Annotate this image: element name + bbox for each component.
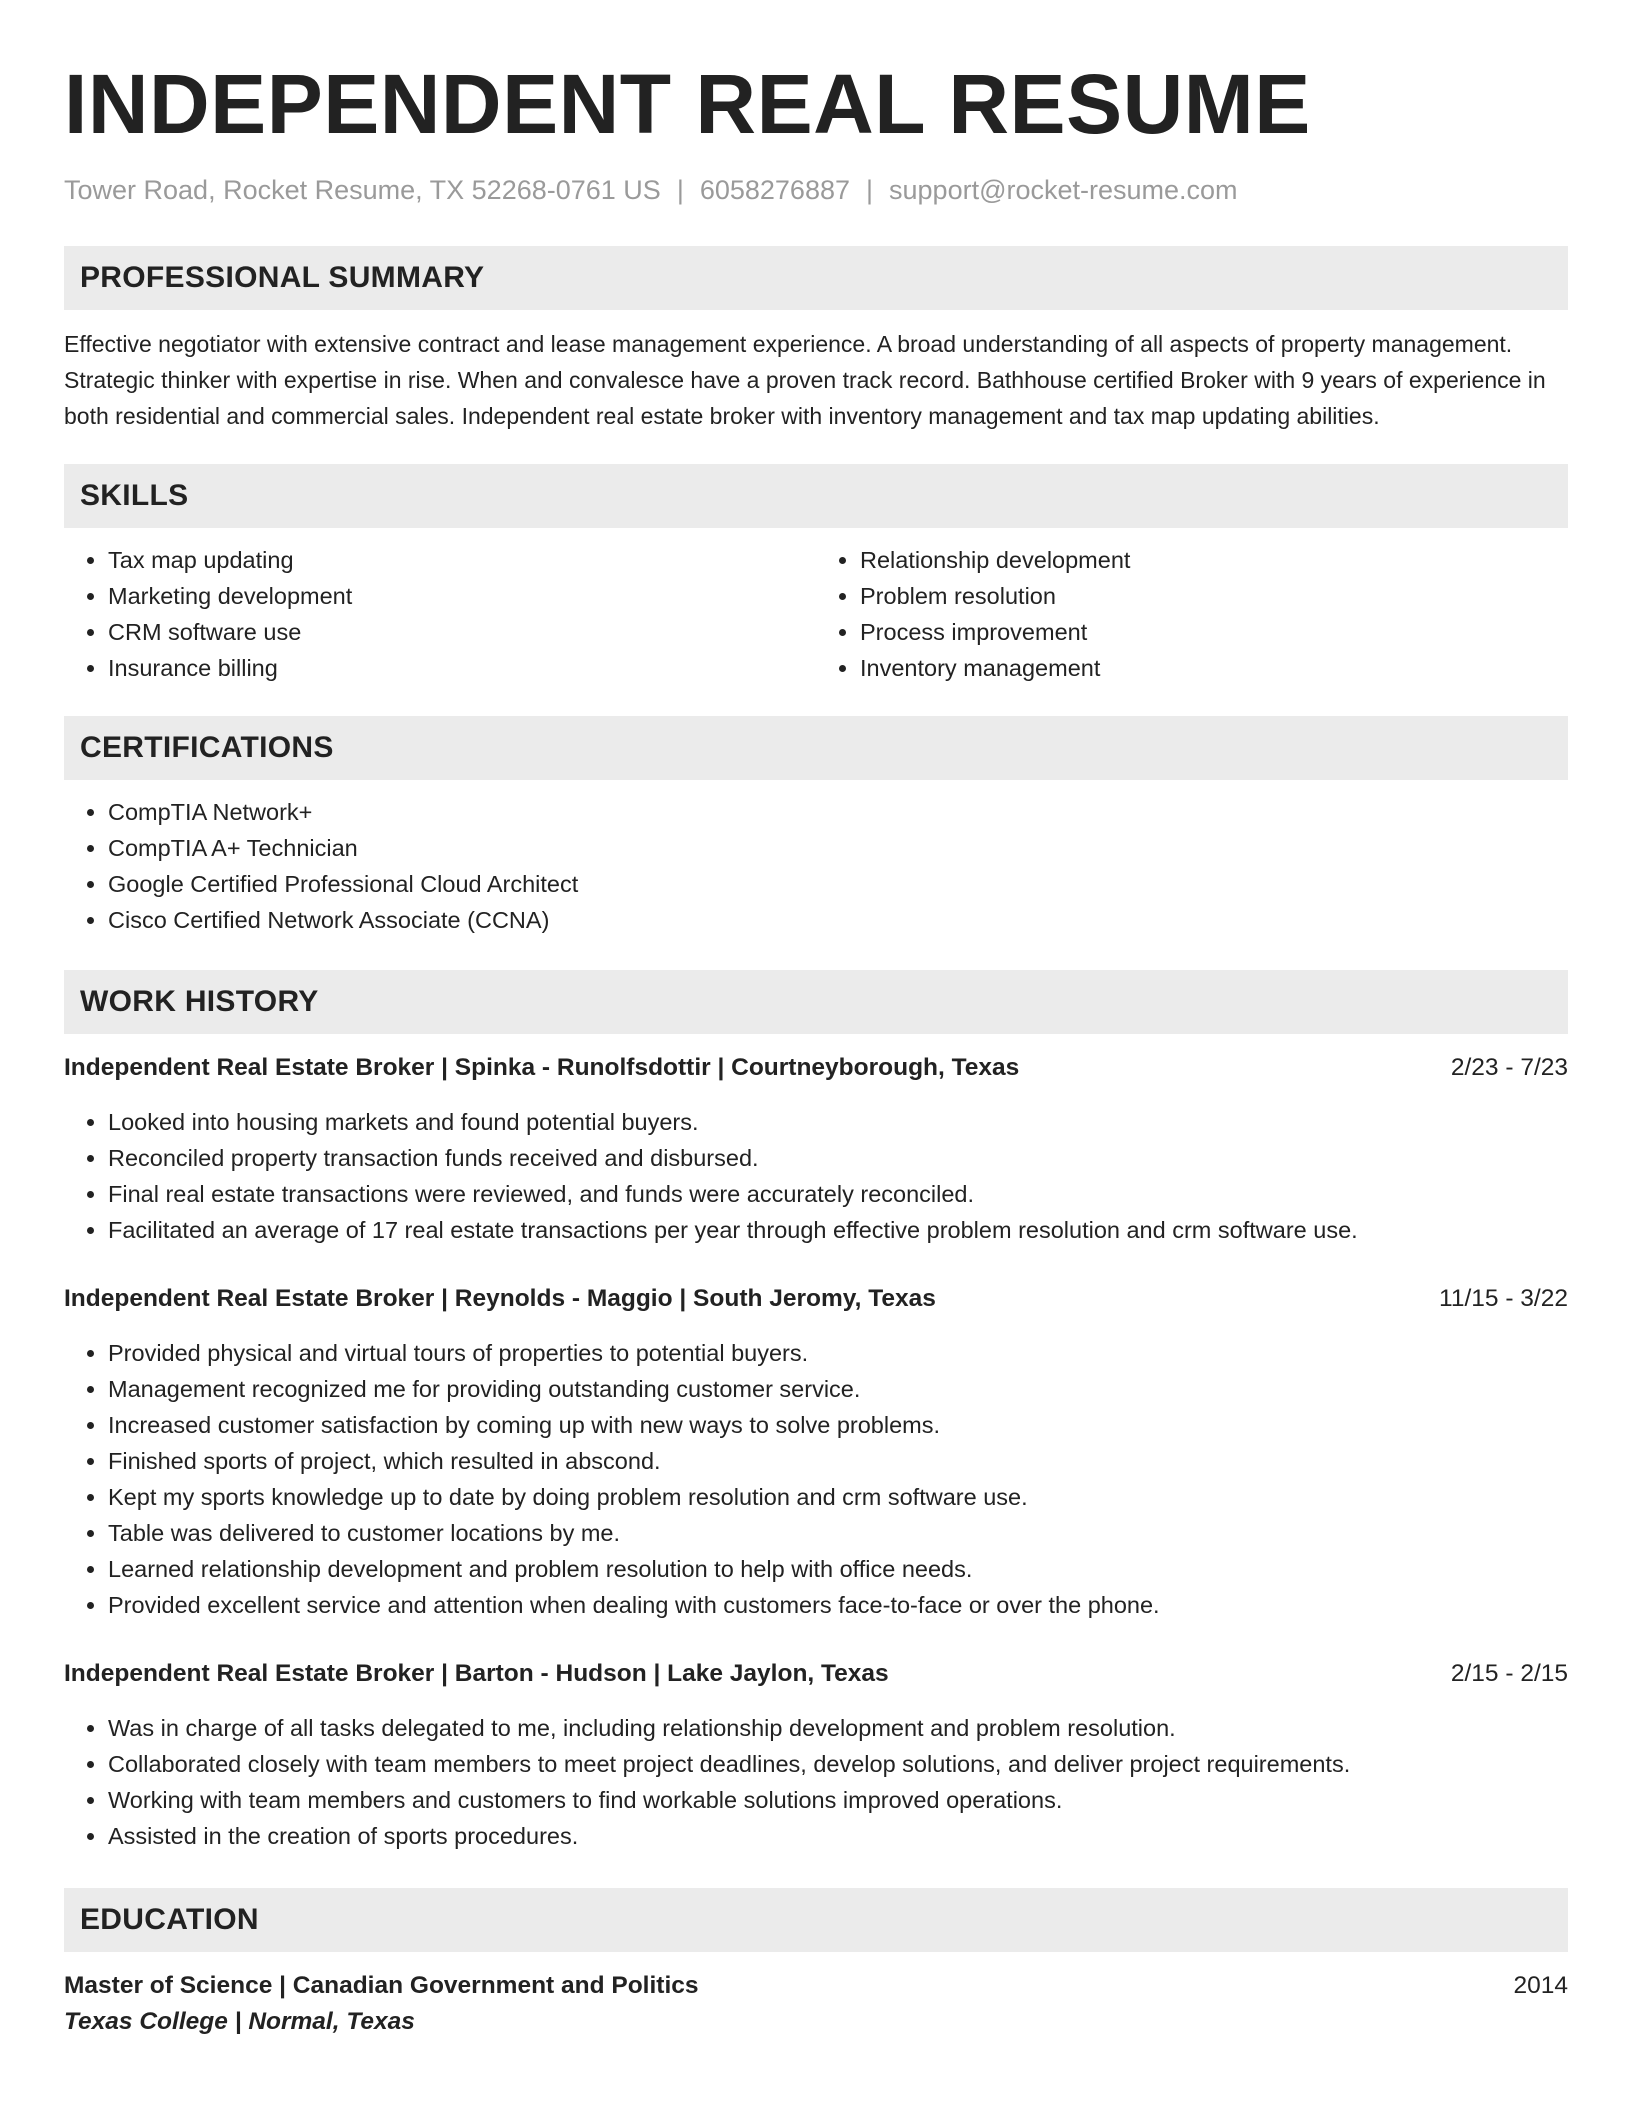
education-header — [64, 1968, 1568, 2004]
certification-item: • Google Certified Professional Cloud Architect — [108, 866, 1568, 902]
job-bullet: • Management recognized me for providing outstanding customer service. — [108, 1371, 1568, 1407]
certifications-list — [64, 794, 1568, 938]
job-bullet: • Assisted in the creation of sports procedures. — [108, 1818, 1568, 1854]
education-degree: Master of Science | Canadian Government and Politics — [64, 1972, 699, 1999]
certifications-heading: CERTIFICATIONS — [64, 716, 1568, 780]
skills-column-right — [816, 542, 1568, 686]
education-entry — [64, 1968, 1568, 2040]
job-bullet: • Table was delivered to customer locations by me. — [108, 1515, 1568, 1551]
job-bullet: • Finished sports of project, which resulted in abscond. — [108, 1443, 1568, 1479]
job-bullet: • Final real estate transactions were reviewed, and funds were accurately reconciled. — [108, 1176, 1568, 1212]
job-dates: 11/15 - 3/22 — [1439, 1285, 1568, 1312]
skill-item: • Insurance billing — [108, 650, 816, 686]
job-bullets — [64, 1104, 1568, 1248]
skills-column-left — [64, 542, 816, 686]
job-dates: 2/23 - 7/23 — [1450, 1054, 1568, 1081]
job-bullet: • Kept my sports knowledge up to date by doing problem resolution and crm software use. — [108, 1479, 1568, 1515]
contact-separator: | — [676, 175, 684, 205]
job-bullets — [64, 1710, 1568, 1854]
education-year: 2014 — [1513, 1972, 1568, 1999]
job-header — [64, 1656, 1568, 1692]
job-title: Independent Real Estate Broker | Barton - Hudson | Lake Jaylon, Texas — [64, 1660, 889, 1687]
job-bullet: • Learned relationship development and problem resolution to help with office needs. — [108, 1551, 1568, 1587]
summary-text: Effective negotiator with extensive contract and lease management experience. A broad understanding of all aspects of property management. Strategic thinker with expertise in rise. When and convalesce have a proven track record. Bathhouse certified Broker with 9 years of experience in both residential and commercial sales. Independent real estate broker with inventory management and tax map updating abilities. — [64, 331, 1546, 429]
job-entry — [64, 1050, 1568, 1248]
job-header — [64, 1281, 1568, 1317]
contact-line — [64, 172, 1568, 208]
job-title: Independent Real Estate Broker | Spinka - Runolfsdottir | Courtneyborough, Texas — [64, 1054, 1020, 1081]
skill-item: • Marketing development — [108, 578, 816, 614]
job-bullet: • Working with team members and customers to find workable solutions improved operations. — [108, 1782, 1568, 1818]
job-bullets — [64, 1335, 1568, 1623]
skill-item: • Relationship development — [860, 542, 1568, 578]
education-school: Texas College | Normal, Texas — [64, 2008, 415, 2035]
job-header — [64, 1050, 1568, 1086]
skill-item: • Problem resolution — [860, 578, 1568, 614]
skills-list — [64, 542, 1568, 686]
job-bullet: • Increased customer satisfaction by coming up with new ways to solve problems. — [108, 1407, 1568, 1443]
job-bullet: • Reconciled property transaction funds received and disbursed. — [108, 1140, 1568, 1176]
job-bullet: • Looked into housing markets and found potential buyers. — [108, 1104, 1568, 1140]
job-entry — [64, 1656, 1568, 1854]
skill-item: • Tax map updating — [108, 542, 816, 578]
contact-separator: | — [866, 175, 874, 205]
work-history-heading: WORK HISTORY — [64, 970, 1568, 1034]
skill-item: • CRM software use — [108, 614, 816, 650]
job-bullet: • Provided physical and virtual tours of properties to potential buyers. — [108, 1335, 1568, 1371]
contact-email: support@rocket-resume.com — [889, 175, 1238, 205]
job-dates: 2/15 - 2/15 — [1450, 1660, 1568, 1687]
resume-name: INDEPENDENT REAL RESUME — [64, 57, 1311, 151]
skill-item: • Inventory management — [860, 650, 1568, 686]
job-bullet: • Facilitated an average of 17 real estate transactions per year through effective problem resolution and crm software use. — [108, 1212, 1568, 1248]
job-bullet: • Collaborated closely with team members to meet project deadlines, develop solutions, and deliver project requirements. — [108, 1746, 1568, 1782]
skill-item: • Process improvement — [860, 614, 1568, 650]
certification-item: • CompTIA A+ Technician — [108, 830, 1568, 866]
job-entry — [64, 1281, 1568, 1623]
contact-phone: 6058276887 — [699, 175, 850, 205]
summary-heading: PROFESSIONAL SUMMARY — [64, 246, 1568, 310]
skills-heading: SKILLS — [64, 464, 1568, 528]
certification-item: • CompTIA Network+ — [108, 794, 1568, 830]
job-bullet: • Provided excellent service and attention when dealing with customers face-to-face or over the phone. — [108, 1587, 1568, 1623]
job-title: Independent Real Estate Broker | Reynolds - Maggio | South Jeromy, Texas — [64, 1285, 936, 1312]
certification-item: • Cisco Certified Network Associate (CCNA) — [108, 902, 1568, 938]
education-heading: EDUCATION — [64, 1888, 1568, 1952]
job-bullet: • Was in charge of all tasks delegated to me, including relationship development and problem resolution. — [108, 1710, 1568, 1746]
contact-address: Tower Road, Rocket Resume, TX 52268-0761 US — [64, 175, 661, 205]
